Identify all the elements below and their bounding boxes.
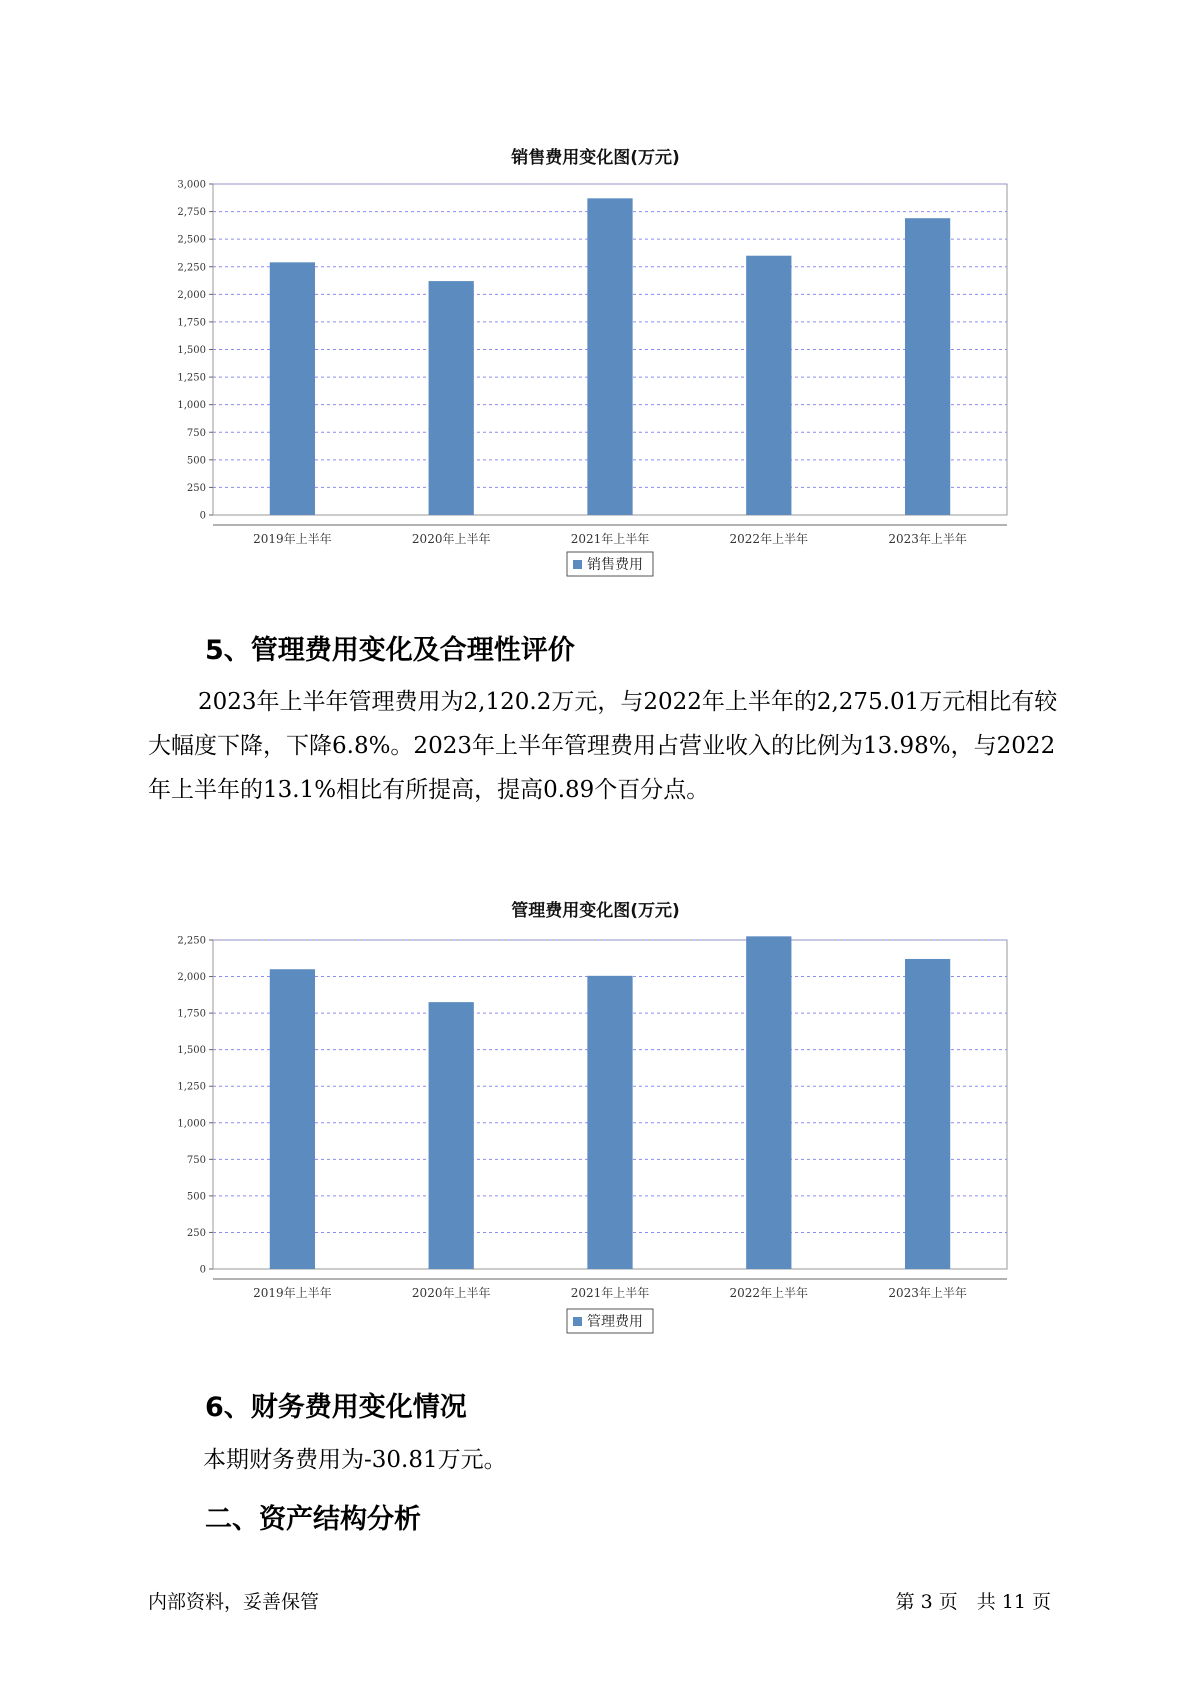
x-tick-label: 2023年上半年 (888, 532, 967, 546)
x-tick-label: 2019年上半年 (253, 1286, 332, 1300)
bar (429, 281, 474, 515)
y-tick-label: 0 (199, 1264, 206, 1276)
bar (587, 198, 632, 515)
y-tick-label: 2,250 (177, 262, 206, 274)
bar (746, 256, 791, 515)
footer-page-number: 第 3 页 共 11 页 (895, 1591, 1051, 1613)
y-tick-label: 1,500 (177, 1045, 206, 1057)
bar (429, 1002, 474, 1269)
section-5-paragraph (148, 680, 1058, 812)
sales-expense-chart (150, 160, 967, 573)
x-tick-label: 2019年上半年 (253, 532, 332, 546)
section-5-heading: 5、管理费用变化及合理性评价 (205, 635, 575, 666)
legend-label: 管理费用 (587, 1314, 643, 1330)
legend-swatch (573, 1317, 582, 1326)
admin-expense-chart (150, 915, 967, 1345)
bar (587, 976, 632, 1269)
y-tick-label: 1,250 (177, 1081, 206, 1093)
y-tick-label: 250 (186, 1227, 206, 1239)
y-tick-label: 250 (186, 482, 206, 494)
x-tick-label: 2022年上半年 (729, 1286, 809, 1300)
y-tick-label: 2,000 (177, 972, 206, 984)
footer-left: 内部资料，妥善保管 (148, 1591, 320, 1613)
section-two-heading: 二、资产结构分析 (205, 1504, 421, 1535)
y-tick-label: 1,500 (177, 345, 206, 356)
y-tick-label: 0 (199, 510, 206, 522)
bar (905, 218, 950, 515)
y-tick-label: 1,250 (177, 372, 206, 384)
section-6-paragraph: 本期财务费用为-30.81万元。 (203, 1447, 507, 1473)
x-tick-label: 2022年上半年 (729, 532, 809, 546)
y-tick-label: 1,000 (177, 1118, 206, 1130)
y-tick-label: 500 (186, 455, 206, 467)
y-tick-label: 2,250 (177, 935, 206, 947)
section-5-text: 2023年上半年管理费用为2,120.2万元，与2022年上半年的2,275.01万元相比有较大幅度下降，下降6.8%。2023年上半年管理费用占营业收入的比例为13.98%，与2022年上半年的13.1%相比有所提高，提高0.89个百分点。 (148, 689, 1058, 803)
y-tick-label: 1,750 (177, 317, 206, 329)
bar (270, 262, 315, 515)
y-tick-label: 3,000 (177, 179, 206, 191)
legend-swatch (573, 560, 582, 569)
x-tick-label: 2021年上半年 (570, 1286, 650, 1300)
y-tick-label: 750 (186, 427, 206, 439)
y-tick-label: 2,000 (177, 289, 206, 301)
y-tick-label: 1,750 (177, 1008, 206, 1020)
x-tick-label: 2020年上半年 (411, 1286, 491, 1300)
section-6-heading: 6、财务费用变化情况 (205, 1392, 467, 1423)
bar (746, 936, 791, 1269)
y-tick-label: 500 (186, 1191, 206, 1203)
legend-label: 销售费用 (587, 557, 643, 573)
x-tick-label: 2023年上半年 (888, 1286, 967, 1300)
y-tick-label: 1,000 (177, 400, 206, 412)
chart-1-title: 销售费用变化图(万元) (511, 148, 680, 168)
bar (270, 969, 315, 1269)
y-tick-label: 750 (186, 1154, 206, 1166)
y-tick-label: 2,750 (177, 207, 206, 219)
y-tick-label: 2,500 (177, 234, 206, 246)
x-tick-label: 2020年上半年 (411, 532, 491, 546)
bar (905, 959, 950, 1269)
chart-2-title: 管理费用变化图(万元) (511, 901, 680, 921)
x-tick-label: 2021年上半年 (570, 532, 650, 546)
